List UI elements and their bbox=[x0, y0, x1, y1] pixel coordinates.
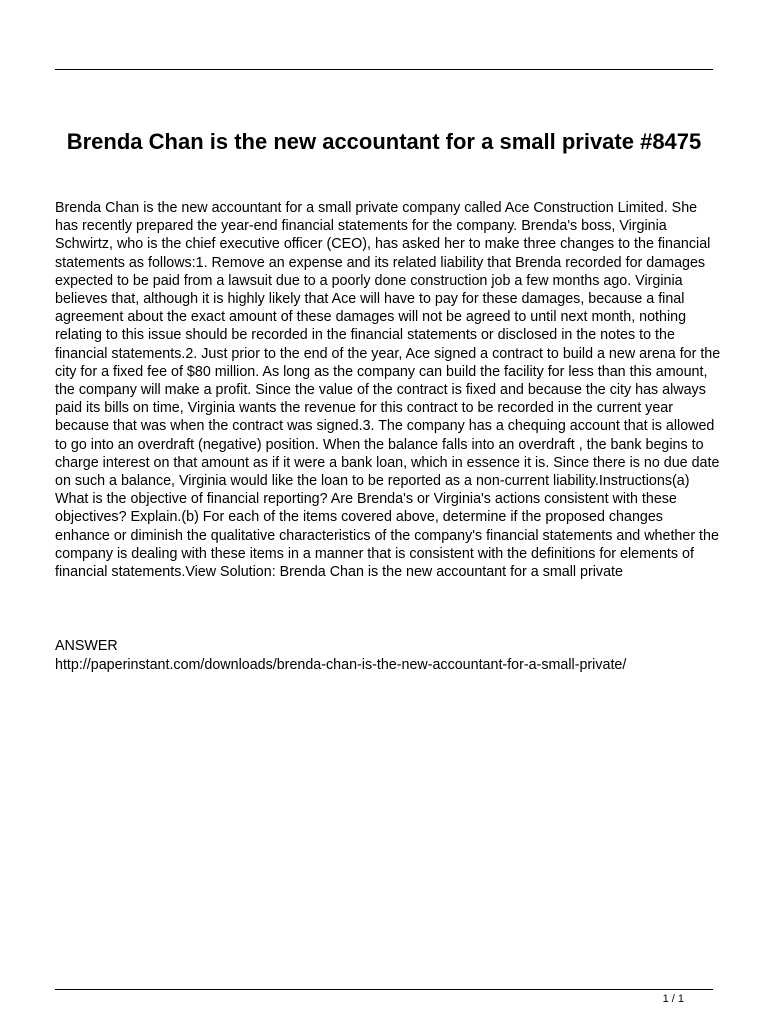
document-title: Brenda Chan is the new accountant for a small private #8475 bbox=[66, 129, 702, 154]
document-body: Brenda Chan is the new accountant for a small private company called Ace Construction Limited. She has recently prepared the year-end financial statements for the company. Brenda's boss, Virginia Schwirtz, who is the chief executive officer (CEO), has asked her to make three changes to the financial statements as follows:1. Remove an expense and its related liability that Brenda recorded for damages expected to be paid from a lawsuit due to a poorly done construction job a few months ago. Virginia believes that, although it is highly likely that Ace will have to pay for these damages, because a final agreement about the exact amount of these damages will not be agreed to until next month, nothing relating to this issue should be recorded in the financial statements or disclosed in the notes to the financial statements.2. Just prior to the end of the year, Ace signed a contract to build a new arena for the city for a fixed fee of $80 million. As long as the company can build the facility for less than this amount, the company will make a profit. Since the value of the contract is fixed and because the city has always paid its bills on time, Virginia wants the revenue for this contract to be recorded in the current year because that was when the contract was signed.3. The company has a chequing account that is allowed to go into an overdraft (negative) position. When the balance falls into an overdraft , the bank begins to charge interest on that amount as if it were a bank loan, which in essence it is. Since there is no due date on such a balance, Virginia would like the loan to be reported as a non-current liability.Instructions(a) What is the objective of financial reporting? Are Brenda's or Virginia's actions consistent with these objectives? Explain.(b) For each of the items covered above, determine if the proposed changes enhance or diminish the qualitative characteristics of the company's financial statements and whether the company is dealing with these items in a manner that is consistent with the definitions for elements of financial statements.View Solution: Brenda Chan is the new accountant for a small private bbox=[55, 200, 721, 581]
answer-label: ANSWER bbox=[55, 638, 118, 654]
page-number: 1 / 1 bbox=[662, 993, 684, 1005]
bottom-divider bbox=[55, 989, 713, 990]
top-divider bbox=[55, 69, 713, 70]
answer-link[interactable]: http://paperinstant.com/downloads/brenda-chan-is-the-new-accountant-for-a-small-private/ bbox=[55, 657, 627, 673]
